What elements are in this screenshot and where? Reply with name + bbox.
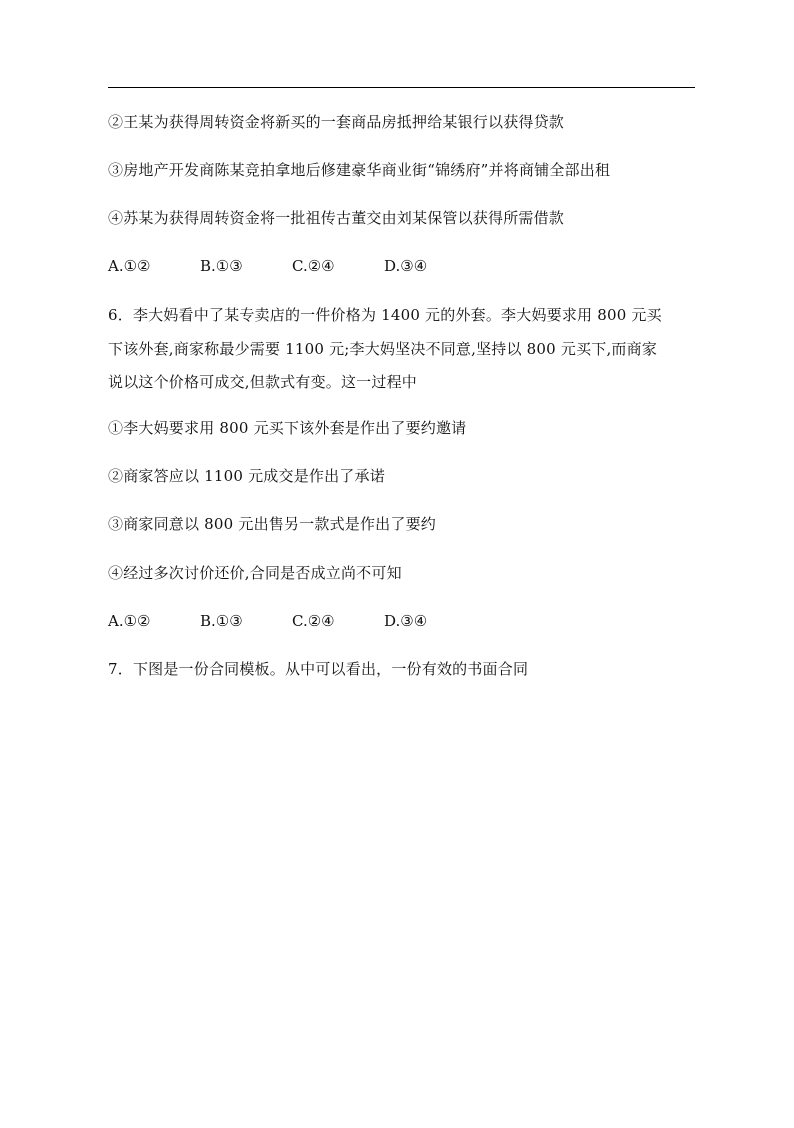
q5-option-2: ②王某为获得周转资金将新买的一套商品房抵押给某银行以获得贷款 <box>108 113 565 131</box>
q6-stem-line-1: 6．李大妈看中了某专卖店的一件价格为 1400 元的外套。李大妈要求用 800 元买 <box>108 306 662 324</box>
q5-choice-a: A.①② <box>108 257 151 275</box>
header-rule <box>108 87 695 88</box>
q5-choice-d: D.③④ <box>384 257 428 275</box>
q5-option-3: ③房地产开发商陈某竞拍拿地后修建豪华商业街“锦绣府”并将商铺全部出租 <box>108 161 611 179</box>
q5-choice-b: B.①③ <box>200 257 243 275</box>
q6-stem-line-3: 说以这个价格可成交,但款式有变。这一过程中 <box>108 373 417 391</box>
q6-option-3: ③商家同意以 800 元出售另一款式是作出了要约 <box>108 515 436 533</box>
q6-choice-d: D.③④ <box>384 612 428 630</box>
q6-option-4: ④经过多次讨价还价,合同是否成立尚不可知 <box>108 564 402 582</box>
q5-option-4: ④苏某为获得周转资金将一批祖传古董交由刘某保管以获得所需借款 <box>108 209 565 227</box>
q6-option-2: ②商家答应以 1100 元成交是作出了承诺 <box>108 467 385 485</box>
q6-answer-choices <box>108 611 476 631</box>
q5-answer-choices <box>108 256 476 276</box>
q6-choice-c: C.②④ <box>292 612 335 630</box>
q6-option-1: ①李大妈要求用 800 元买下该外套是作出了要约邀请 <box>108 419 467 437</box>
q5-choice-c: C.②④ <box>292 257 335 275</box>
q7-stem: 7．下图是一份合同模板。从中可以看出，一份有效的书面合同 <box>108 660 529 678</box>
q6-stem-line-2: 下该外套,商家称最少需要 1100 元;李大妈坚决不同意,坚持以 800 元买下,而商家 <box>108 340 658 358</box>
q6-choice-a: A.①② <box>108 612 151 630</box>
q6-choice-b: B.①③ <box>200 612 243 630</box>
